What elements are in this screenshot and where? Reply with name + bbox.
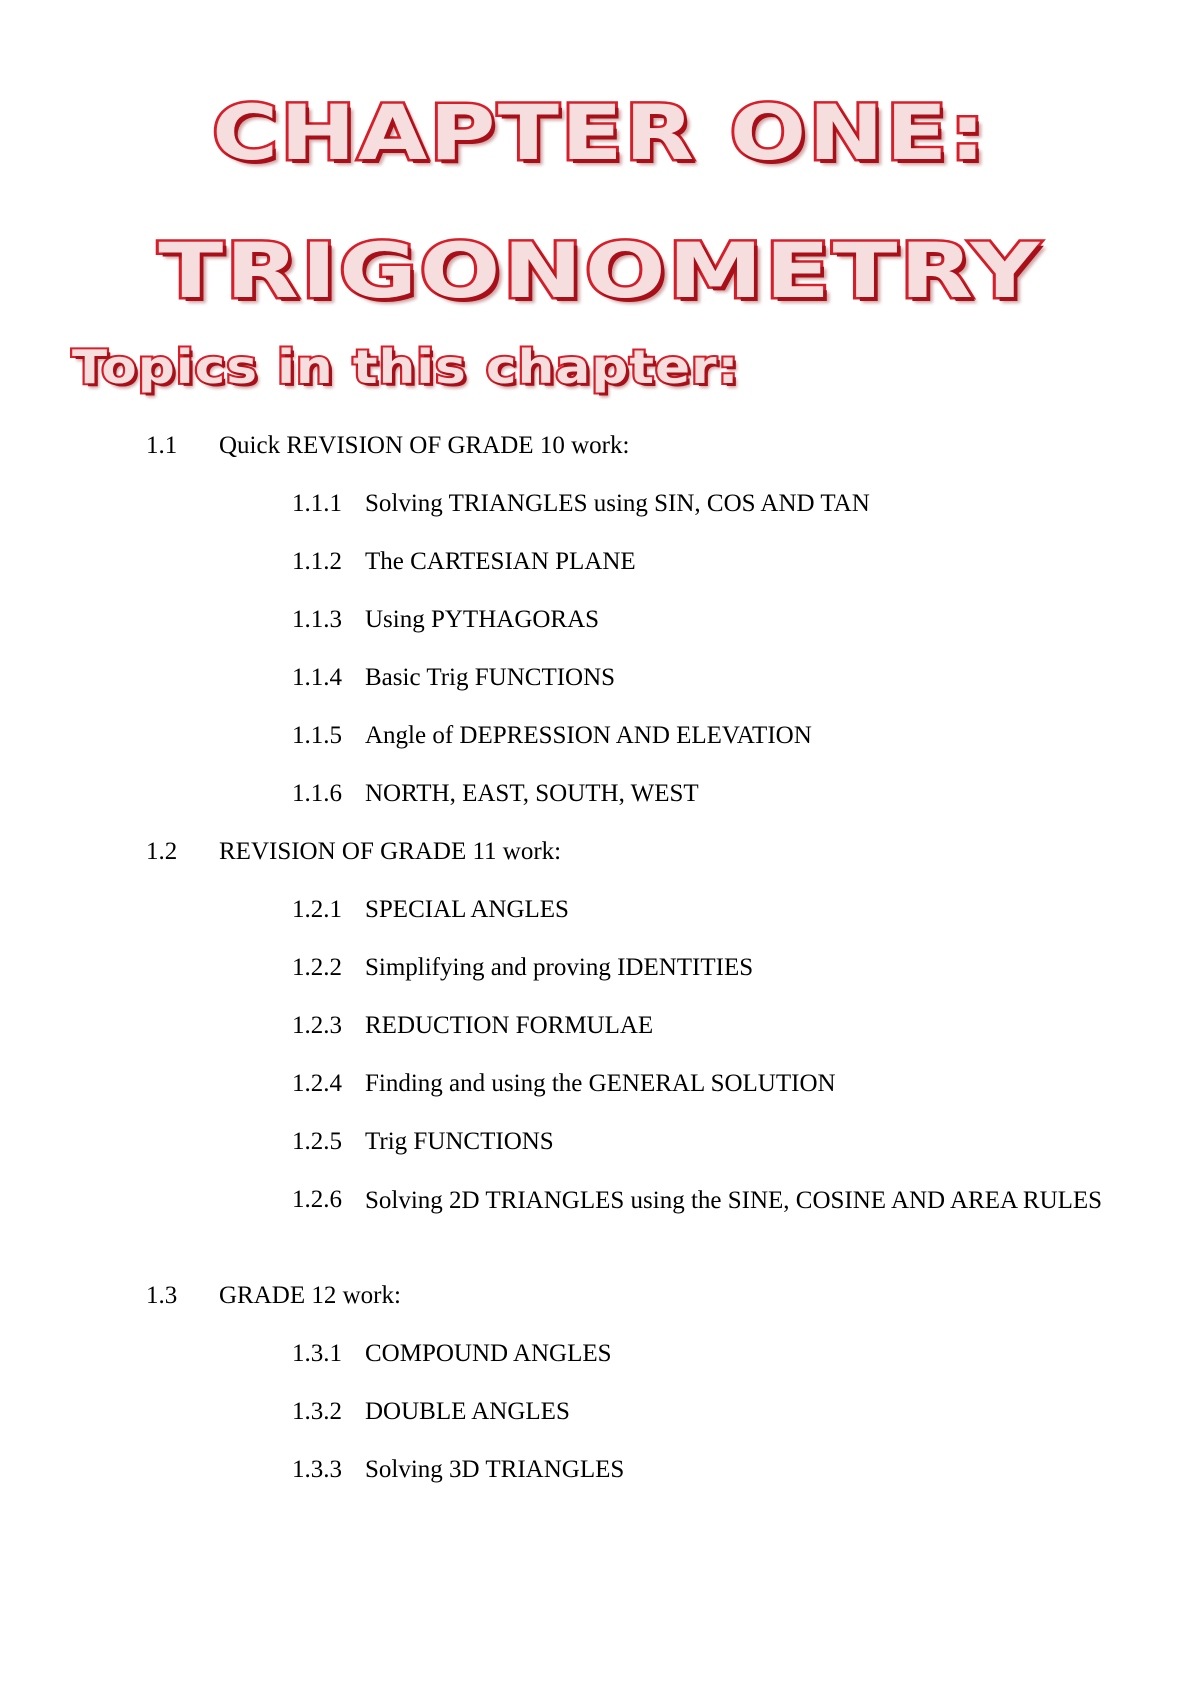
topic-label: Trig FUNCTIONS (365, 1128, 554, 1155)
topic-number: 1.1.3 (292, 606, 342, 633)
topic-number: 1.2.4 (292, 1070, 342, 1097)
topic-number: 1.2.2 (292, 954, 342, 981)
topic-number: 1.3.1 (292, 1340, 342, 1367)
topic-number: 1.1.2 (292, 548, 342, 575)
topic-label: DOUBLE ANGLES (365, 1398, 570, 1425)
topic-label: NORTH, EAST, SOUTH, WEST (365, 780, 699, 807)
section-number: 1.1 (146, 432, 178, 459)
topic-number: 1.1.5 (292, 722, 342, 749)
topic-number: 1.2.5 (292, 1128, 342, 1155)
topic-label: Solving 2D TRIANGLES using the SINE, COSINE AND AREA RULES (365, 1187, 1103, 1214)
topic-number: 1.1.6 (292, 780, 342, 807)
section-label: REVISION OF GRADE 11 work: (219, 838, 562, 865)
chapter-title-line-1: CHAPTER ONE: (212, 88, 988, 177)
topic-number: 1.2.6 (292, 1186, 342, 1213)
topic-label: SPECIAL ANGLES (365, 896, 569, 923)
topic-label: Using PYTHAGORAS (365, 606, 600, 633)
section-label: GRADE 12 work: (219, 1282, 401, 1309)
chapter-title-line-2: TRIGONOMETRY (158, 226, 1042, 315)
topics-heading: Topics in this chapter: (72, 340, 740, 394)
section-label: Quick REVISION OF GRADE 10 work: (219, 432, 630, 459)
topic-number: 1.2.1 (292, 896, 342, 923)
topic-label: REDUCTION FORMULAE (365, 1012, 654, 1039)
topic-number: 1.3.2 (292, 1398, 342, 1425)
topic-label: Finding and using the GENERAL SOLUTION (365, 1070, 836, 1097)
topic-number: 1.3.3 (292, 1456, 342, 1483)
section-number: 1.2 (146, 838, 178, 865)
section-number: 1.3 (146, 1282, 178, 1309)
topic-label: Solving TRIANGLES using SIN, COS AND TAN (365, 490, 870, 517)
topic-label: Simplifying and proving IDENTITIES (365, 954, 754, 981)
topic-label: Solving 3D TRIANGLES (365, 1456, 625, 1483)
topic-label: Angle of DEPRESSION AND ELEVATION (365, 722, 812, 749)
topic-number: 1.1.4 (292, 664, 342, 691)
topic-label: The CARTESIAN PLANE (365, 548, 636, 575)
topic-label: COMPOUND ANGLES (365, 1340, 612, 1367)
topic-label: Basic Trig FUNCTIONS (365, 664, 616, 691)
topic-number: 1.1.1 (292, 490, 342, 517)
topic-number: 1.2.3 (292, 1012, 342, 1039)
